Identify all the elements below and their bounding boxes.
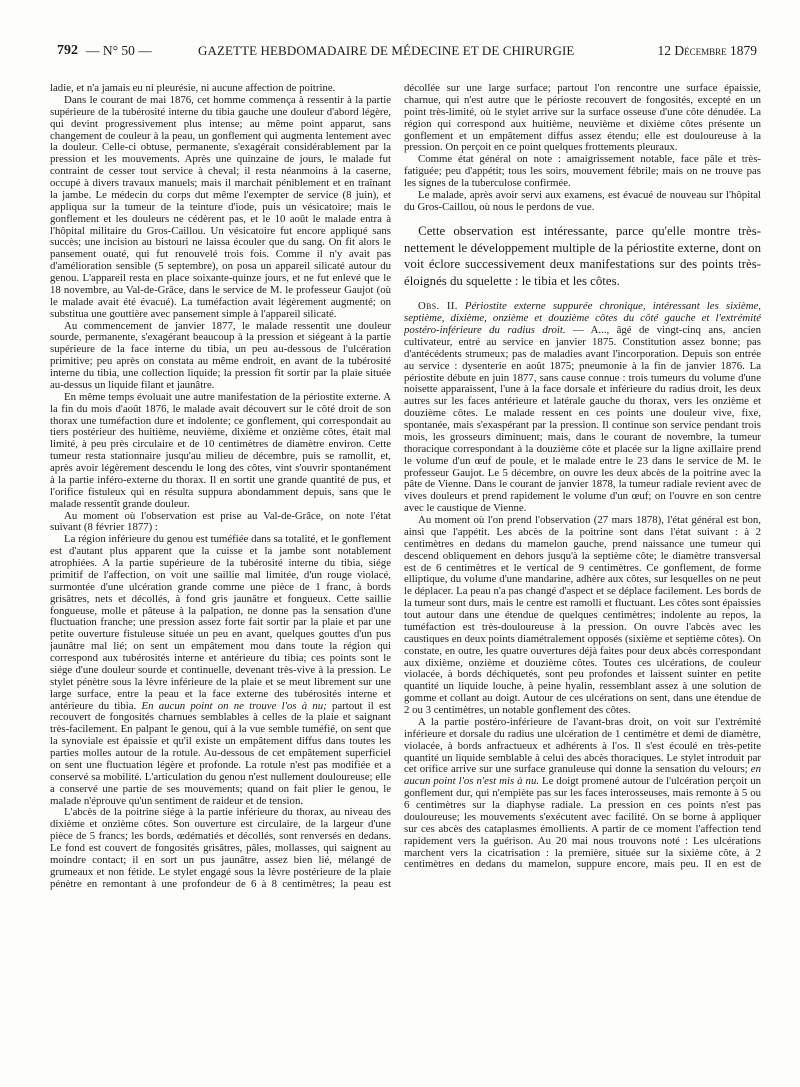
observation-1-conclusion <box>404 83 761 214</box>
text-run: Au commencement de janvier 1877, le malade ressentit une douleur sourde, permanente, s'exagérant beaucoup à la pression et siégeant à la partie supérieure de la face interne du tibia, un peu au-dessous de l'ulcération primitive; peu après on constata au même endroit, en avant de la tubérosité interne du tibia, une collection liquide; la pression fit sortir par la plaie située au-dessus un liquide filant et jaunâtre. <box>50 319 391 391</box>
right-column <box>404 83 761 1080</box>
text-run: A la partie postéro-inférieure de l'avant-bras droit, on voit sur l'extrémité inférieure et dorsale du radius une ulcération de 1 centimètre et demi de diamètre, violacée, à bords anfractueux et adhérents à l'os. Il s'est écoulé en très-petite quantité un liquide semblable à celui des abcès thoraciques. Le stylet introduit par cet orifice arrive sur une surface granuleuse qui donne la sensation du velours; <box>404 715 761 776</box>
text-run: partout il est recouvert de fongosités charnues semblables à celles de la plaie et saignant très-facilement. En palpant le genou, qui à la vue semble tuméfié, on sent que la synoviale est épaissie et qu'il existe un empâtement diffus dans toutes les parties molles autour de la rotule. Au-dessous de cet empâtement superficiel on sent une fluctuation légère et profonde. La rotule n'est pas modifiée et a conservé sa mobilité. L'articulation du genou n'est nullement douloureuse; elle a conservé une partie de ses mouvements; quand on fait plier le genou, le malade n'éprouve qu'un sentiment de raideur et de tension. <box>50 699 391 807</box>
paragraph <box>404 154 761 190</box>
paragraph <box>50 321 391 392</box>
text-run: décollée sur une large surface; partout l'on rencontre une surface épaissie, charnue, qui n'est autre que le périoste recouvert de fongosités, excepté en un point très-limité, où le stylet arrive sur la surface osseuse d'une côte dénudée. La région qui correspond aux huitième, neuvième et dixième côtes présente un gonflement et un empâtement diffus assez étendu; elle est douloureuse à la pression. On perçoit en ce point quelques frottements pleuraux. <box>404 83 761 154</box>
paragraph <box>404 717 761 871</box>
text-run: La région inférieure du genou est tuméfiée dans sa totalité, et le gonflement est d'autant plus apparent que la cuisse et la jambe sont notablement atrophiées. A la partie supérieure de la tubérosité interne du tibia, siége primitif de l'affection, on voit une saillie mal limitée, d'un rouge violacé, surmontée d'une ulcération grande comme une pièce de 1 franc, à bords grisâtres, nets et décollés, à fond gris jaunâtre et fongueux. Cette saillie fongueuse, molle et pâteuse à la palpation, ne donne pas la sensation d'une fluctuation franche; une pression assez forte fait sortir par la plaie et par une petite ouverture fistuleuse située un peu en avant, quelques gouttes d'un pus jaunâtre mal lié; on sent un empâtement mou dans toute la région qui correspond aux tubérosités interne et antérieure du tibia; ces points sont le siége d'une douleur sourde et continuelle, devenant très-vive à la pression. Le stylet pénètre sous la lèvre inférieure de la plaie et se meut librement sur une large surface, entre la peau et la face externe des tubérosités interne et antérieure du tibia. <box>50 533 391 712</box>
paragraph <box>404 515 761 717</box>
text-run: Comme état général on note : amaigrissement notable, face pâle et très-fatiguée; peu d'appétit; tous les soirs, mouvement fébrile; mais on ne trouve pas les signes de la tuberculose confirmée. <box>404 153 761 189</box>
text-run: Au moment où l'on prend l'observation (27 mars 1878), l'état général est bon, ainsi que l'appétit. Les abcès de la poitrine sont dans l'état suivant : à 2 centimètres en dedans du mamelon gauche, prend naissance une tumeur qui descend obliquement en dehors jusqu'à la septième côte; le diamètre transversal est de 6 centimètres et le vertical de 9 centimètres. Ce gonflement, de forme elliptique, du volume d'une mandarine, adhère aux côtes, sur lesquelles on ne peut le déplacer. La peau n'a pas changé d'aspect et se déplace facilement. Les bords de la tumeur sont durs, mais le centre est ramolli et fluctuant. Les côtes sont épaissies tout autour dans une étendue de quelques centimètres; indolente au repos, la tuméfaction est très-douloureuse à la pression. On ouvre l'abcès avec les caustiques en deux points diamétralement opposés (sixième et septième côtes). On constate, en outre, les quatre ouvertures déjà faites pour deux abcès correspondant aux dixième, onzième et douzième côtes. Toutes ces ulcérations, de couleur violacée, à bords déchiquetés, sont peu profondes et laissent suinter en petite quantité un liquide louche, à peine hyalin, ressemblant assez à une solution de gomme et collant au doigt. Autour de ces ulcérations on sent, dans une étendue de 2 ou 3 centimètres, un notable gonflement des côtes. <box>404 514 761 717</box>
paragraph <box>50 534 391 807</box>
text-run: Au moment où l'observation est prise au Val-de-Grâce, on note l'état suivant (8 février 1877) : <box>50 509 391 534</box>
running-head <box>0 0 800 70</box>
journal-title: GAZETTE HEBDOMADAIRE DE MÉDECINE ET DE CHIRURGIE <box>198 43 575 58</box>
emphasis-run: en aucun point l'os n'est mis à nu. <box>404 763 761 788</box>
page-number: 792 <box>57 43 78 58</box>
text-run: ladie, et n'a jamais eu ni pleurésie, ni aucune affection de poitrine. <box>50 83 336 94</box>
paragraph <box>50 807 391 890</box>
paragraph <box>404 301 761 515</box>
paragraph <box>404 83 761 154</box>
observation-label: Obs. II. <box>418 300 458 313</box>
text-run: Dans le courant de mai 1876, cet homme commença à ressentir à la partie supérieure de la tubérosité interne du tibia gauche une douleur d'abord légère, qui devint progressivement plus intense; au même point apparut, sans changement de couleur à la peau, un gonflement qui augmenta lentement avec la douleur. Celle-ci obtuse, permanente, s'exagérait considérablement par la pression et les mouvements. Après une quinzaine de jours, le malade fut contraint de cesser tout service à cheval; il resta néanmoins à la caserne, occupé à divers travaux manuels; mais il marchait péniblement et en traînant la jambe. Le médecin du corps dut même l'exempter de service (8 juin), et appliqua sur la tumeur de la teinture d'iode, puis un vésicatoire; mais le gonflement et les douleurs ne cédèrent pas, et le 10 août le malade entra à l'hôpital militaire du Gros-Caillou. Un vésicatoire fut encore appliqué sans succès; une incision au bistouri ne laissa écouler que du sang. On fit alors le pansement ouaté, qui fut renouvelé trois fois. Comme il n'y avait pas d'amélioration sensible (5 septembre), on posa un appareil silicaté autour du genou. L'appareil resta en place soixante-quinze jours, et ne fut enlevé que le 18 novembre, au Val-de-Grâce, dans le service de M. le professeur Gaujot (où le malade avait été évacué). La tuméfaction avait légèrement augmenté; on substitua une gouttière avec pansement simple à l'appareil silicaté. <box>50 93 391 320</box>
paragraph <box>50 511 391 535</box>
paragraph <box>50 95 391 321</box>
observation-title: Périostite externe suppurée chronique, intéressant les sixième, septième, dixième, onzième et douzième côtes du côté gauche et l'extrémité postéro-inférieure du radius droit. <box>404 300 761 337</box>
emphasis-run: En aucun point on ne trouve l'os à nu; <box>141 699 327 712</box>
issue-number: — N° 50 — <box>86 43 152 58</box>
text-run: — A..., âgé de vingt-cinq ans, ancien cultivateur, entré au service en janvier 1875. Constitution assez bonne; pas d'antécédents strumeux; pas de maladies avant l'incorporation. Depuis son entrée au service : dysenterie en août 1875; pneumonie à la fin de janvier 1876. La périostite débute en juin 1877, sans cause connue : trois tumeurs du volume d'une noisette apparaissent, l'une à la face dorsale et inférieure du radius droit, les deux autres sur les faces antérieure et latérale gauche du thorax, vers les onzième et douzième côtes. Le malade ressent en ces points une douleur vive, fixe, spontanée, mais s'exaspérant par la pression. Il continue son service pendant trois mois, les grosseurs diminuent; mais, dans le courant de novembre, la tumeur thoracique correspondant à la douzième côte et placée sur la ligne axillaire prend le volume d'un œuf de poule, et le malade entre le 23 dans le service de M. le professeur Gaujot. Le 5 décembre, on ouvre les deux abcès de la poitrine avec la pâte de Vienne. Dans le courant de janvier 1878, la tumeur radiale revient avec de vives douleurs et prend rapidement le volume d'un œuf; on l'ouvre en son centre avec le caustique de Vienne. <box>404 324 761 515</box>
left-column <box>50 83 391 1080</box>
paragraph <box>50 392 391 511</box>
issue-date: 12 Décembre 1879 <box>657 43 757 58</box>
text-run: Le malade, après avoir servi aux examens, est évacué de nouveau sur l'hôpital du Gros-Caillou, où nous le perdons de vue. <box>404 188 761 213</box>
text-run: Le doigt promené autour de l'ulcération perçoit un gonflement dur, qui n'empiète pas sur les faces interosseuses, mais remonte à 5 ou 6 centimètres sur la diaphyse radiale. La pression en ces points n'est pas douloureuse; les mouvements s'exécutent avec facilité. On se borne à appliquer sur ces abcès des cataplasmes émollients. A partir de ce moment l'affection tend rapidement vers la guérison. Au 20 mai nous trouvons noté : Les ulcérations marchent vers la cicatrisation : la première, située sur la sixième côte, à 2 centimètres en dedans du mamelon, suppure encore, mais peu. Il en est de <box>404 775 761 871</box>
paragraph <box>404 190 761 214</box>
text-run: En même temps évoluait une autre manifestation de la périostite externe. A la fin du mois d'août 1876, le malade avait découvert sur le côté droit de son thorax une tuméfaction dure et indolente; ce gonflement, qui correspondait au tiers postérieur des huitième, neuvième, dixième et onzième côtes, était mal limité, à peu près circulaire et de 10 centimètres de diamètre environ. Cette tumeur resta stationnaire jusqu'au milieu de décembre, puis se ramollit, et, après avoir légèrement descendu le long des côtes, vint s'ouvrir spontanément à la partie inféro-externe du thorax. Il en sortit une grande quantité de pus, et l'orifice fistuleux qui en résulta suppura abondamment depuis, sans que le malade ressentît grande douleur. <box>50 390 391 510</box>
text-run: L'abcès de la poitrine siége à la partie inférieure du thorax, au niveau des dixième et onzième côtes. Son ouverture est circulaire, de la largeur d'une pièce de 5 francs; les bords, œdématiés et décollés, sont renversés en dedans. Le fond est couvert de fongosités grisâtres, pâles, mollasses, qui saignent au moindre contact; il en sort un pus jaunâtre, assez bien lié, mélangé de grumeaux et non fétide. Le stylet engagé sous la lèvre postérieure de la plaie pénètre en remontant à une profondeur de 6 à 8 centimètres; la peau est <box>50 806 391 890</box>
commentary-paragraph: Cette observation est intéressante, parce qu'elle montre très-nettement le développement multiple de la périostite externe, dont on voit éclore successivement deux manifestations sur des points très-éloignés du squelette : le tibia et les côtes. <box>404 224 761 288</box>
observation-2 <box>404 301 761 871</box>
